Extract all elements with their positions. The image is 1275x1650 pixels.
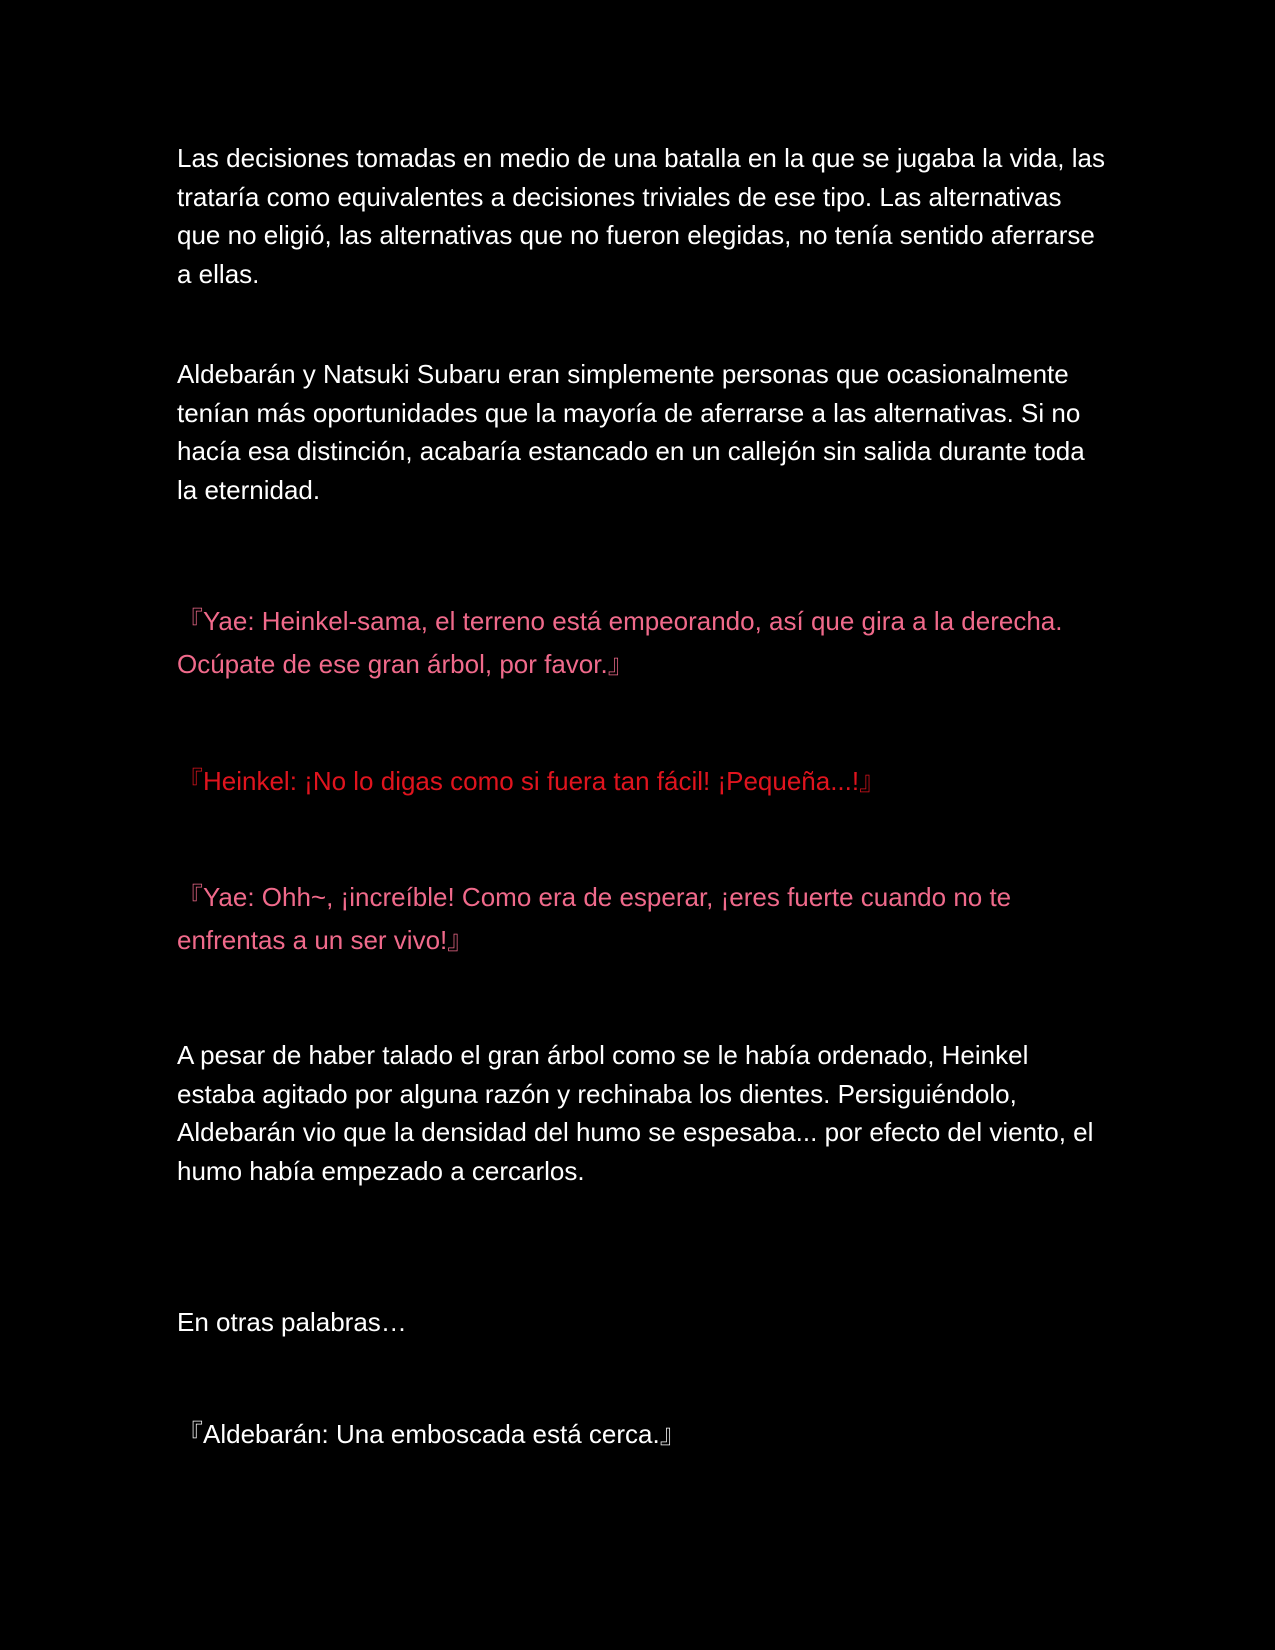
- narration-paragraph-alternatives: Aldebarán y Natsuki Subaru eran simplemente personas que ocasionalmente tenían más oportunidades que la mayoría de aferrarse a las alternativas. Si no hacía esa distinción, acabaría estancado en un callejón sin salida durante toda la eternidad.: [177, 359, 1085, 505]
- narration-paragraph-smoke: A pesar de haber talado el gran árbol como se le había ordenado, Heinkel estaba agitado por alguna razón y rechinaba los dientes. Persiguiéndolo, Aldebarán vio que la densidad del humo se espesaba... por efecto del viento, el humo había empezado a cercarlos.: [177, 1040, 1094, 1186]
- narration-paragraph-in-other-words: En otras palabras…: [177, 1307, 407, 1337]
- dialogue-yae-praise: 『Yae: Ohh~, ¡increíble! Como era de esperar, ¡eres fuerte cuando no te enfrentas a un ser vivo!』: [177, 882, 1012, 955]
- dialogue-heinkel-shout: 『Heinkel: ¡No lo digas como si fuera tan fácil! ¡Pequeña...!』: [177, 766, 886, 796]
- narration-paragraph-decisions: Las decisiones tomadas en medio de una batalla en la que se jugaba la vida, las trataría como equivalentes a decisiones triviales de ese tipo. Las alternativas que no eligió, las alternativas que no fueron elegidas, no tenía sentido aferrarse a ellas.: [177, 143, 1105, 289]
- dialogue-aldebaran-ambush: 『Aldebarán: Una emboscada está cerca.』: [177, 1419, 686, 1449]
- dialogue-yae-terrain: 『Yae: Heinkel-sama, el terreno está empeorando, así que gira a la derecha. Ocúpate de ese gran árbol, por favor.』: [177, 606, 1063, 679]
- text-page: [177, 0, 1107, 1650]
